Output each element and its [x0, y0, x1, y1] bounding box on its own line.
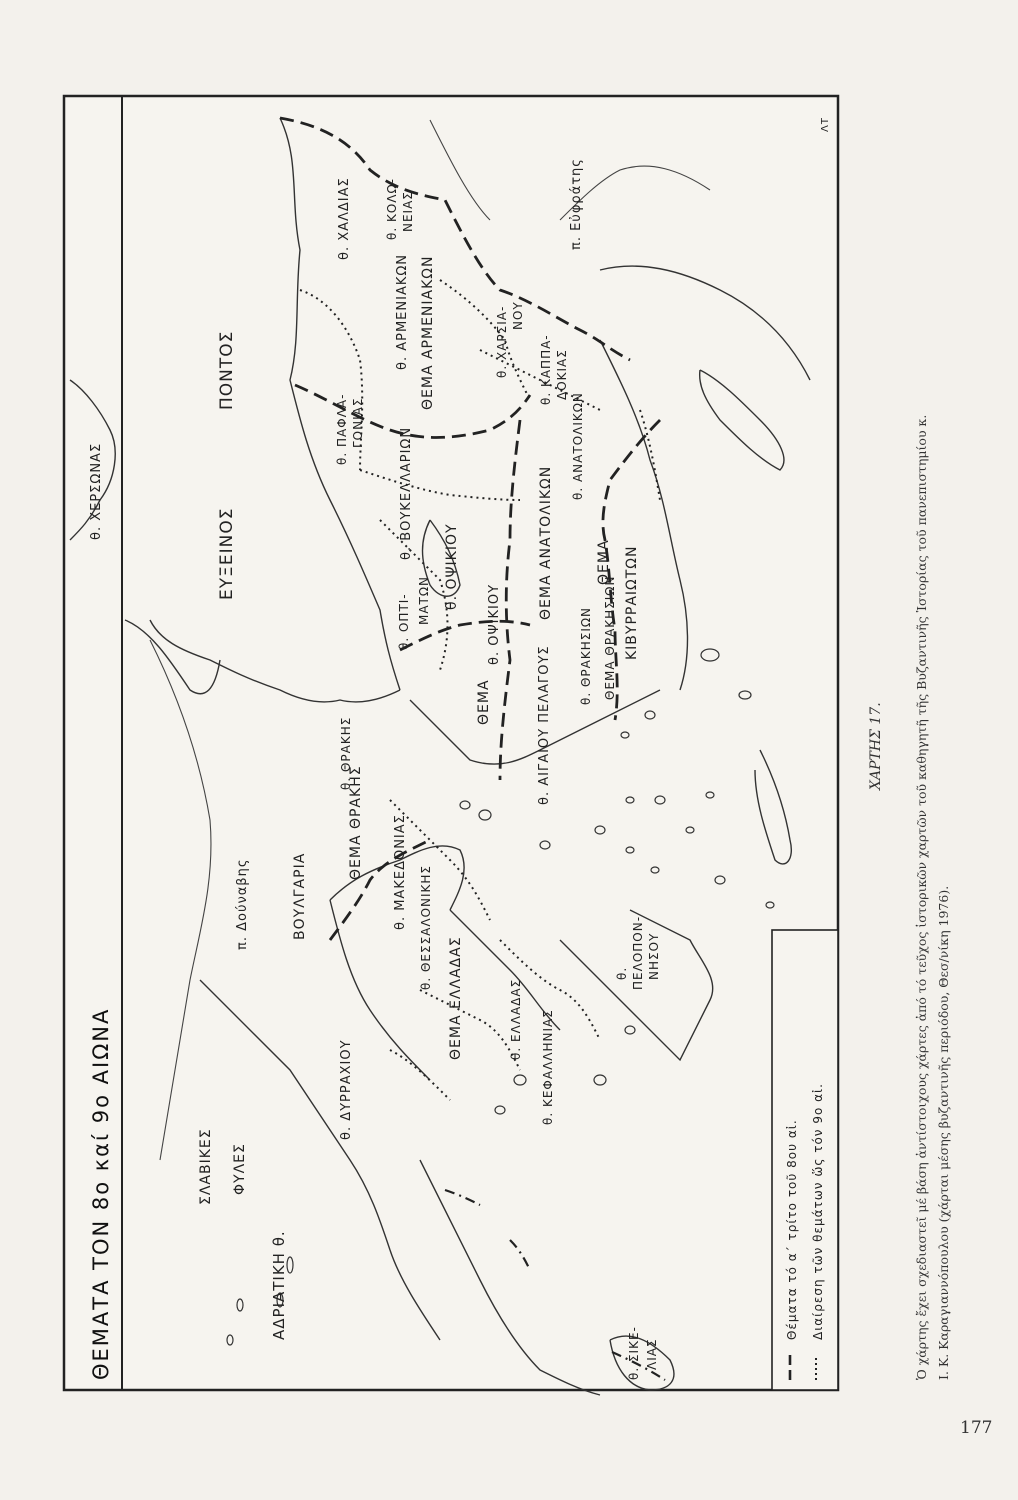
label-theme-armeniakon-2: ΘΕΜΑ ΑΡΜΕΝΙΑΚΩΝ [420, 255, 436, 410]
legend-dotted-label: Διαίρεση τῶν θεμάτων ὥς τόν 9ο αἰ. [811, 1083, 825, 1340]
label-theme-anatolikon-2: ΘΕΜΑ ΑΝΑΤΟΛΙΚΩΝ [538, 465, 554, 620]
label-theme-kappadokias-2: ΔΟΚΙΑΣ [555, 349, 569, 400]
label-theme-ellados-2: θ. ΕΛΛΑΔΑΣ [509, 978, 523, 1060]
label-theme-thrakis-2: ΘΕΜΑ ΘΡΑΚΗΣ [348, 765, 364, 880]
label-euphrates: π. Εὐφράτης [569, 158, 584, 250]
legend [772, 930, 838, 1390]
label-theme-armeniakon-1: θ. ΑΡΜΕΝΙΑΚΩΝ [395, 253, 410, 370]
caption-line-2: Ι. Κ. Καραγιαννόπουλου (χάρται μέσης βυζαντινῆς περιόδου, Θεσ/νίκη 1976). [936, 885, 951, 1380]
label-theme-opsikiou-1: θ. ΟΨΙΚΙΟΥ [444, 523, 460, 610]
label-theme-ellados-1: ΘΕΜΑ ΕΛΛΑΔΑΣ [448, 936, 464, 1060]
label-theme-dyrrachiou: θ. ΔΥΡΡΑΧΙΟΥ [339, 1039, 354, 1140]
label-theme-kibyrraioton-2: ΚΙΒΥΡΡΑΙΩΤΩΝ [624, 545, 640, 660]
label-danube: π. Δούναβης [235, 858, 250, 950]
label-slavs-1: ΣΛΑΒΙΚΕΣ [198, 1128, 214, 1205]
label-slavs-2: ΦΥΛΕΣ [232, 1143, 248, 1195]
label-theme-makedonias: θ. ΜΑΚΕΔΟΝΙΑΣ [393, 814, 408, 930]
label-theme-sikelias-1: θ. ΣΙΚΕ- [627, 1326, 641, 1380]
label-theme-peloponnisou-1: θ. [615, 966, 629, 980]
label-theme-peloponnisou-2: ΠΕΛΟΠΟΝ- [631, 915, 645, 990]
label-theme-thessalonikis: θ. ΘΕΣΣΑΛΟΝΙΚΗΣ [419, 864, 433, 990]
label-theme-optimaton-1: θ. ΟΠΤΙ- [397, 593, 411, 650]
corner-mark: ΛΤ [820, 117, 831, 132]
label-theme-opsikiou-2: ΘΕΜΑ [476, 679, 492, 725]
label-theme-anatolikon-1: θ. ΑΝΑΤΟΛΙΚΩΝ [571, 392, 585, 500]
label-theme-thrakesion-1: θ. ΘΡΑΚΗΣΙΩΝ [579, 606, 593, 705]
label-theme-chaldias: θ. ΧΑΛΔΙΑΣ [337, 177, 352, 260]
page-number: 177 [960, 1418, 993, 1438]
caption-title: ΧΑΡΤΗΣ 17. [868, 702, 884, 790]
label-adriatic: ΑΔΡΙΑΤΙΚΗ θ. [270, 1230, 288, 1340]
label-theme-boukellarion: θ. ΒΟΥΚΕΛΛΑΡΙΩΝ [399, 426, 414, 560]
label-bulgaria: ΒΟΥΛΓΑΡΙΑ [292, 852, 308, 940]
label-theme-thrakis-1: θ. ΘΡΑΚΗΣ [339, 716, 353, 790]
label-theme-paphlagonias-2: ΓΟΝΙΑΣ [351, 397, 365, 448]
label-theme-paphlagonias-1: θ. ΠΑΦΛΑ- [335, 393, 349, 465]
label-theme-chersonos: θ. ΧΕΡΣΩΝΑΣ [89, 442, 104, 540]
label-theme-peloponnisou-3: ΝΗΣΟΥ [647, 932, 661, 980]
label-theme-charsianou-1: θ. ΧΑΡΣΙΑ- [495, 305, 509, 378]
label-theme-thrakesion-2: ΘΕΜΑ ΘΡΑΚΗΣΙΩΝ [603, 575, 617, 700]
map-title: ΘΕΜΑΤΑ ΤΟΝ 8ο καί 9ο ΑΙΩΝΑ [89, 1007, 113, 1380]
label-theme-koloneias-1: θ. ΚΟΛΩ- [385, 178, 399, 240]
map-frame [64, 96, 838, 1390]
label-theme-optimaton-2: ΜΑΤΩΝ [417, 575, 431, 625]
label-aegean: θ. ΑΙΓΑΙΟΥ ΠΕΛΑΓΟΥΣ [537, 645, 552, 805]
label-euxeinos: ΕΥΞΕΙΝΟΣ [217, 507, 237, 600]
label-theme-koloneias-2: ΝΕΙΑΣ [401, 191, 415, 232]
label-theme-opsikiou-3: θ. ΟΨΙΚΙΟΥ [487, 583, 502, 665]
label-theme-sikelias-2: ΛΙΑΣ [645, 1338, 659, 1370]
legend-dashed-label: Θέματα τό α΄ τρίτο τοῦ 8ου αἰ. [785, 1119, 799, 1340]
label-pontos: ΠΟΝΤΟΣ [217, 330, 237, 410]
caption-line-1: Ὁ χάρτης ἔχει σχεδιαστεῖ μέ βάση ἀντίστοιχους χάρτες ἀπό τό τεῦχος ἱστορικῶν χαρτῶν τοῦ καθηγητῆ τῆς Βυζαντινῆς Ἱστορίας τοῦ πανεπιστημίου κ. [914, 414, 929, 1380]
label-theme-charsianou-2: ΝΟΥ [511, 301, 525, 330]
label-theme-kefallinias: θ. ΚΕΦΑΛΛΗΝΙΑΣ [541, 1009, 555, 1125]
legend-box [772, 930, 838, 1390]
label-theme-kappadokias-1: θ. ΚΑΠΠΑ- [539, 334, 553, 405]
label-theme-kibyrraioton-1: ΘΕΜΑ [596, 539, 612, 585]
